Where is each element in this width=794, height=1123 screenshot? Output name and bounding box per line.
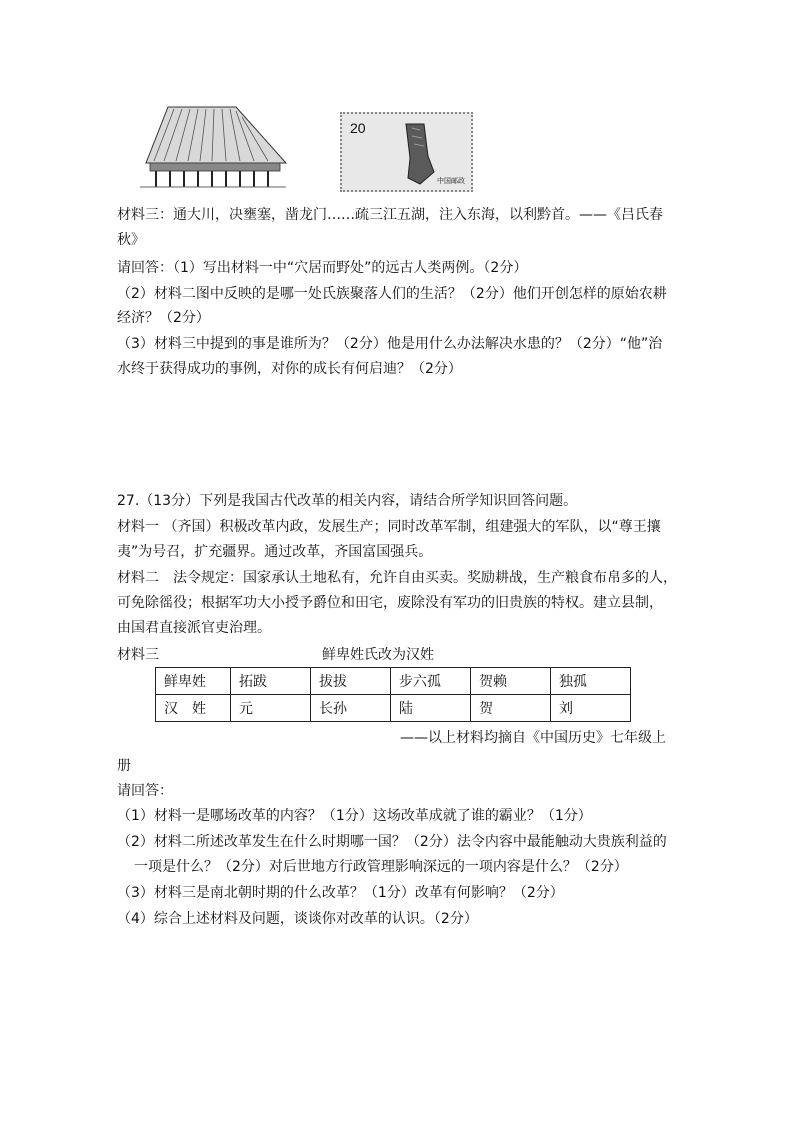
material3-text: 材料三：通大川，决壅塞，凿龙门……疏三江五湖，注入东海，以利黔首。——《吕氏春 xyxy=(117,207,663,223)
source-line2: 册 xyxy=(117,758,131,774)
table-cell: 步六孤 xyxy=(391,668,471,695)
table-cell: 汉 姓 xyxy=(156,695,231,722)
table-cell: 长孙 xyxy=(311,695,391,722)
postage-stamp xyxy=(340,112,473,192)
q27-prompt: 请回答： xyxy=(117,783,173,799)
stamp-value: 20 xyxy=(350,120,366,136)
q27-a2-line1: （2）材料二所述改革发生在什么时期哪一国？（2分）法令内容中最能触动大贵族利益的 xyxy=(117,834,667,850)
q26-q2-line1: （2）材料二图中反映的是哪一处氏族聚落人们的生活？（2分）他们开创怎样的原始农耕 xyxy=(117,286,667,302)
q27-a3: （3）材料三是南北朝时期的什么改革？（1分）改革有何影响？（2分） xyxy=(117,885,564,901)
q27-m3-title: 鲜卑姓氏改为汉姓 xyxy=(322,647,434,663)
q27-m1-line2: 夷”为号召，扩充疆界。通过改革，齐国富国强兵。 xyxy=(117,544,433,560)
q27-a2-line2: 一项是什么？（2分）对后世地方行政管理影响深远的一项内容是什么？（2分） xyxy=(134,859,628,875)
stamp-caption: 中国邮政 xyxy=(437,177,465,185)
q27-m1-line1: 材料一 （齐国）积极改革内政，发展生产；同时改革军制，组建强大的军队，以“尊王攘 xyxy=(117,519,661,535)
material3-text-cont: 秋》 xyxy=(117,232,145,248)
q27-m2-line3: 由国君直接派官吏治理。 xyxy=(117,620,271,636)
table-cell: 刘 xyxy=(551,695,631,722)
table-cell: 贺 xyxy=(471,695,551,722)
q27-a4: （4）综合上述材料及问题，谈谈你对改革的认识。（2分） xyxy=(117,911,478,927)
q27-a1: （1）材料一是哪场改革的内容？（1分）这场改革成就了谁的霸业？（1分） xyxy=(117,808,592,824)
q26-q3-line2: 水终于获得成功的事例，对你的成长有何启迪？（2分） xyxy=(117,361,462,377)
table-cell: 陆 xyxy=(391,695,471,722)
q26-prompt: 请回答：（1）写出材料一中“穴居而野处”的远古人类两例。（2分） xyxy=(117,260,528,276)
table-cell: 拓跋 xyxy=(231,668,311,695)
q27-m3-label: 材料三 xyxy=(117,647,159,663)
table-row xyxy=(156,668,631,695)
stilt-house-illustration xyxy=(138,105,288,190)
q27-intro: 27.（13分）下列是我国古代改革的相关内容，请结合所学知识回答问题。 xyxy=(117,493,578,509)
q26-q3-line1: （3）材料三中提到的事是谁所为？（2分）他是用什么办法解决水患的？（2分）“他”治 xyxy=(117,336,663,352)
q27-m2-line1: 材料二 法令规定：国家承认土地私有，允许自由买卖。奖励耕战，生产粮食布帛多的人， xyxy=(117,570,677,586)
surname-table xyxy=(155,667,631,722)
table-cell: 独孤 xyxy=(551,668,631,695)
table-row xyxy=(156,695,631,722)
q26-q2-line2: 经济？（2分） xyxy=(117,310,210,326)
source-line1: ——以上材料均摘自《中国历史》七年级上 xyxy=(400,730,666,746)
table-cell: 元 xyxy=(231,695,311,722)
table-cell: 贺赖 xyxy=(471,668,551,695)
table-cell: 拔拔 xyxy=(311,668,391,695)
q27-m2-line2: 可免除徭役；根据军功大小授予爵位和田宅，废除没有军功的旧贵族的特权。建立县制， xyxy=(117,595,663,611)
table-cell: 鲜卑姓 xyxy=(156,668,231,695)
